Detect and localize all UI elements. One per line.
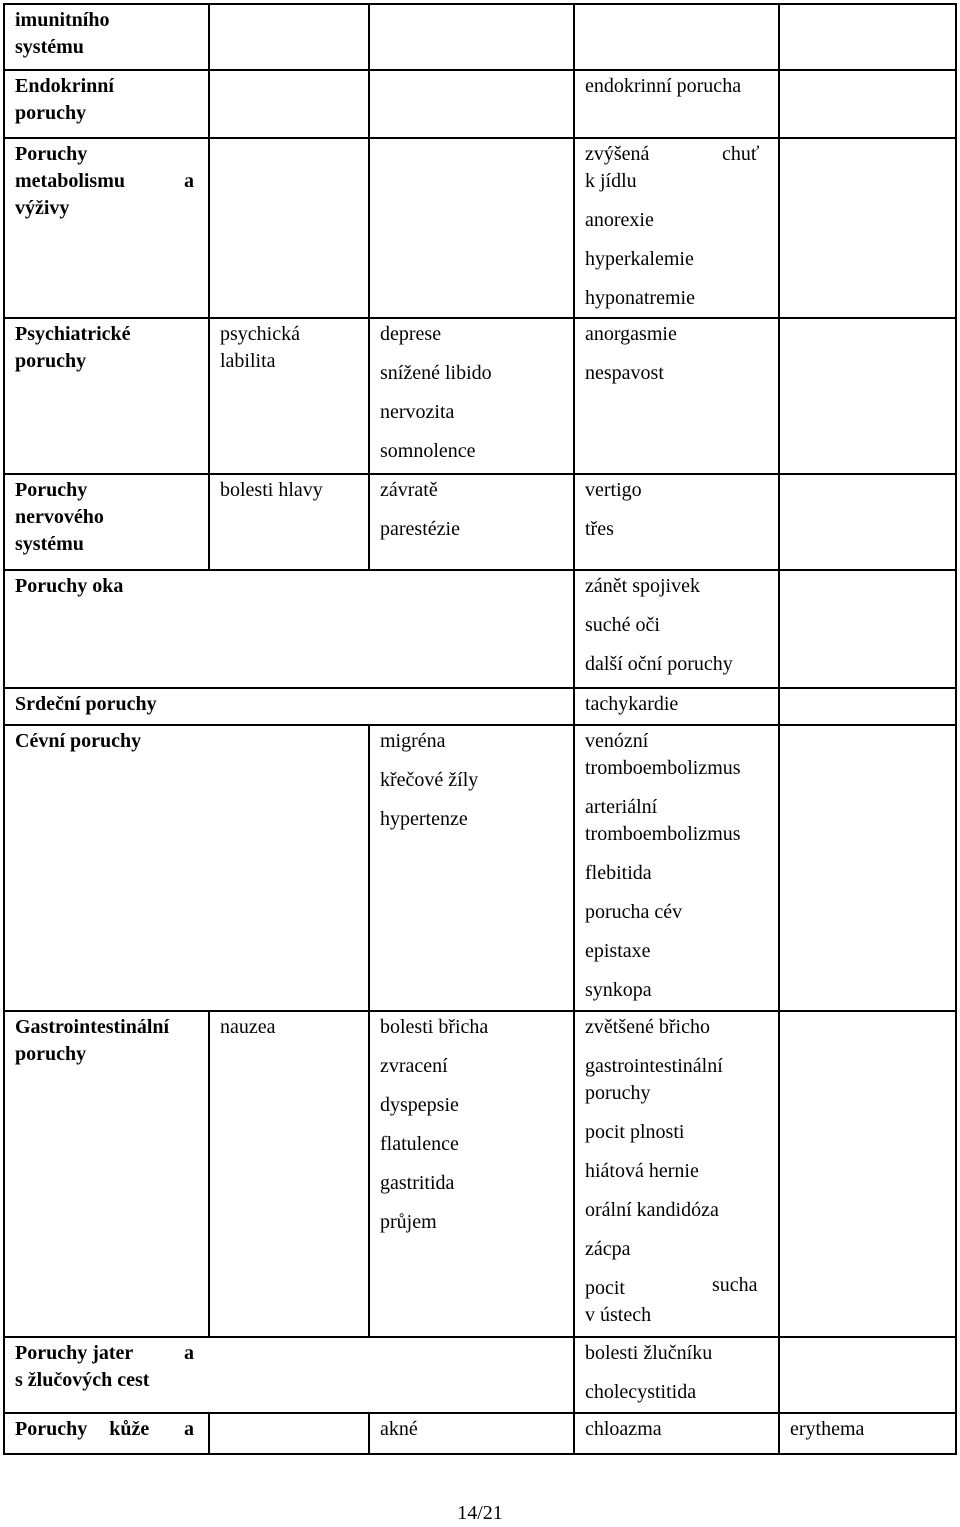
frequent-gastro: [380, 1014, 561, 1236]
column-separator: [368, 724, 370, 1012]
column-separator: [368, 69, 370, 139]
cell-line: labilita: [220, 350, 276, 372]
cell-line: k jídlu: [585, 170, 637, 192]
column-separator: [573, 569, 575, 689]
frequent-cevni: [380, 728, 561, 833]
frequent-psychiatricke: [380, 321, 561, 465]
column-separator: [573, 1336, 575, 1414]
rare-kuze: [790, 1416, 943, 1443]
table-border-top: [3, 3, 957, 5]
column-separator: [368, 137, 370, 319]
cell-line: chloazma: [585, 1418, 662, 1440]
row-separator: [3, 687, 957, 689]
column-separator: [208, 1010, 210, 1338]
cell-line: dyspepsie: [380, 1094, 459, 1116]
organ-class-jatra: [15, 1340, 196, 1394]
organ-class-metabolismus: [15, 141, 196, 222]
cell-line: třes: [585, 518, 614, 540]
column-separator: [573, 724, 575, 1012]
cell-line: Poruchy: [15, 479, 88, 501]
column-separator: [778, 317, 780, 475]
organ-class-srdecni: [15, 691, 196, 718]
cell-line: anorexie: [585, 209, 654, 231]
table-border-bottom: [3, 1453, 957, 1455]
uncommon-oko: [585, 573, 766, 678]
column-separator: [573, 137, 575, 319]
common-psychiatricke: [220, 321, 356, 375]
column-separator: [368, 473, 370, 571]
cell-line: zánět spojivek: [585, 575, 700, 597]
cell-line: parestézie: [380, 518, 460, 540]
column-separator: [573, 473, 575, 571]
column-separator: [208, 137, 210, 319]
frequent-nervovy: [380, 477, 561, 543]
uncommon-suffix: chuť: [722, 143, 760, 165]
cell-line: erythema: [790, 1418, 865, 1440]
row-separator: [3, 473, 957, 475]
organ-class-kuze: [15, 1416, 196, 1443]
uncommon-srdecni: [585, 691, 766, 718]
cell-line: vertigo: [585, 479, 642, 501]
cell-line: psychická: [220, 323, 300, 345]
cell-line: pocit plnosti: [585, 1121, 685, 1143]
organ-class-oko: [15, 573, 196, 600]
cell-line: Poruchy: [15, 143, 88, 165]
organ-class-suffix: a: [184, 170, 194, 192]
cell-line: hyperkalemie: [585, 248, 694, 270]
adverse-effects-table: [3, 3, 958, 1456]
cell-line: Gastrointestinální: [15, 1016, 170, 1038]
organ-class-gastro: [15, 1014, 196, 1068]
column-separator: [573, 3, 575, 71]
cell-line: zvětšené břicho: [585, 1016, 710, 1038]
cell-line: Poruchy jater: [15, 1342, 134, 1364]
row-separator: [3, 1336, 957, 1338]
frequent-kuze: [380, 1416, 561, 1443]
column-separator: [368, 317, 370, 475]
organ-class-nervovy: [15, 477, 196, 558]
organ-class-suffix: a: [184, 1418, 194, 1440]
row-separator: [3, 569, 957, 571]
uncommon-jatra: [585, 1340, 766, 1406]
cell-line: bolesti břicha: [380, 1016, 489, 1038]
uncommon-suffix: sucha: [712, 1274, 758, 1296]
uncommon-cevni: [585, 728, 766, 1004]
column-separator: [368, 1010, 370, 1338]
cell-line: další oční poruchy: [585, 653, 733, 675]
cell-line: poruchy: [15, 102, 87, 124]
cell-line: tachykardie: [585, 693, 679, 715]
cell-line: migréna: [380, 730, 446, 752]
cell-line: Poruchy: [15, 1418, 88, 1440]
column-separator: [778, 137, 780, 319]
cell-line: pocit: [585, 1277, 625, 1299]
cell-line: cholecystitida: [585, 1381, 697, 1403]
common-gastro: [220, 1014, 356, 1041]
cell-line: výživy: [15, 197, 70, 219]
organ-class-imunitni: [15, 7, 196, 61]
cell-line: Psychiatrické: [15, 323, 131, 345]
column-separator: [778, 1336, 780, 1414]
cell-line: zvracení: [380, 1055, 448, 1077]
table-border-left: [3, 3, 5, 1455]
column-separator: [778, 724, 780, 1012]
cell-line: gastrointestinální: [585, 1055, 723, 1077]
row-separator: [3, 724, 957, 726]
cell-line: hiátová hernie: [585, 1160, 699, 1182]
column-separator: [208, 1412, 210, 1455]
row-separator: [3, 137, 957, 139]
cell-line: endokrinní porucha: [585, 75, 742, 97]
cell-line: hypertenze: [380, 808, 468, 830]
column-separator: [208, 69, 210, 139]
column-separator: [573, 1412, 575, 1455]
cell-line: nespavost: [585, 362, 664, 384]
uncommon-nervovy: [585, 477, 766, 543]
cell-line: Cévní poruchy: [15, 730, 142, 752]
column-separator: [778, 1412, 780, 1455]
row-separator: [3, 1412, 957, 1414]
row-separator: [3, 1010, 957, 1012]
column-separator: [208, 317, 210, 475]
column-separator: [368, 3, 370, 71]
table-border-right: [955, 3, 957, 1455]
cell-line: systému: [15, 533, 84, 555]
cell-line: Endokrinní: [15, 75, 114, 97]
cell-line: křečové žíly: [380, 769, 479, 791]
cell-line: zácpa: [585, 1238, 631, 1260]
column-separator: [778, 569, 780, 689]
cell-line: poruchy: [15, 350, 87, 372]
cell-line: tromboembolizmus: [585, 757, 741, 779]
common-nervovy: [220, 477, 356, 504]
column-separator: [778, 1010, 780, 1338]
uncommon-psychiatricke: [585, 321, 766, 387]
cell-line: synkopa: [585, 979, 652, 1001]
uncommon-kuze: [585, 1416, 766, 1443]
cell-line: nervozita: [380, 401, 455, 423]
cell-line: arteriální: [585, 796, 658, 818]
column-separator: [573, 317, 575, 475]
column-separator: [368, 1412, 370, 1455]
cell-line: imunitního: [15, 9, 110, 31]
cell-line: anorgasmie: [585, 323, 677, 345]
cell-line: bolesti hlavy: [220, 479, 323, 501]
organ-class-cevni: [15, 728, 196, 755]
column-separator: [778, 687, 780, 726]
uncommon-endokrinni: [585, 73, 766, 100]
cell-line: nervového: [15, 506, 104, 528]
cell-line: v ústech: [585, 1304, 652, 1326]
cell-line: hyponatremie: [585, 287, 695, 309]
cell-line: venózní: [585, 730, 649, 752]
cell-line: Poruchy oka: [15, 575, 124, 597]
column-separator: [573, 1010, 575, 1338]
cell-line: tromboembolizmus: [585, 823, 741, 845]
cell-line: nauzea: [220, 1016, 276, 1038]
column-separator: [573, 69, 575, 139]
cell-line: flatulence: [380, 1133, 459, 1155]
cell-line: gastritida: [380, 1172, 455, 1194]
organ-class-suffix: a: [184, 1342, 194, 1364]
cell-line: snížené libido: [380, 362, 492, 384]
cell-line: orální kandidóza: [585, 1199, 719, 1221]
cell-line: poruchy: [15, 1043, 87, 1065]
cell-line: poruchy: [585, 1082, 651, 1104]
cell-line: flebitida: [585, 862, 652, 884]
organ-class-endokrinni: [15, 73, 196, 127]
cell-line: akné: [380, 1418, 418, 1440]
cell-line: deprese: [380, 323, 442, 345]
cell-line: suché oči: [585, 614, 660, 636]
cell-line: s žlučových cest: [15, 1369, 150, 1391]
column-separator: [208, 473, 210, 571]
column-separator: [208, 3, 210, 71]
column-separator: [778, 69, 780, 139]
organ-class-psychiatricke: [15, 321, 196, 375]
cell-line: Srdeční poruchy: [15, 693, 157, 715]
page-number: 14/21: [457, 1502, 503, 1524]
cell-line: metabolismu: [15, 170, 125, 192]
cell-line: zvýšená: [585, 143, 650, 165]
row-separator: [3, 69, 957, 71]
cell-line: závratě: [380, 479, 438, 501]
cell-line: somnolence: [380, 440, 476, 462]
cell-line: systému: [15, 36, 84, 58]
cell-line: epistaxe: [585, 940, 651, 962]
cell-line: průjem: [380, 1211, 437, 1233]
column-separator: [778, 473, 780, 571]
cell-line: bolesti žlučníku: [585, 1342, 713, 1364]
column-separator: [573, 687, 575, 726]
cell-line: porucha cév: [585, 901, 683, 923]
row-separator: [3, 317, 957, 319]
cell-line: kůže: [109, 1418, 150, 1440]
column-separator: [778, 3, 780, 71]
